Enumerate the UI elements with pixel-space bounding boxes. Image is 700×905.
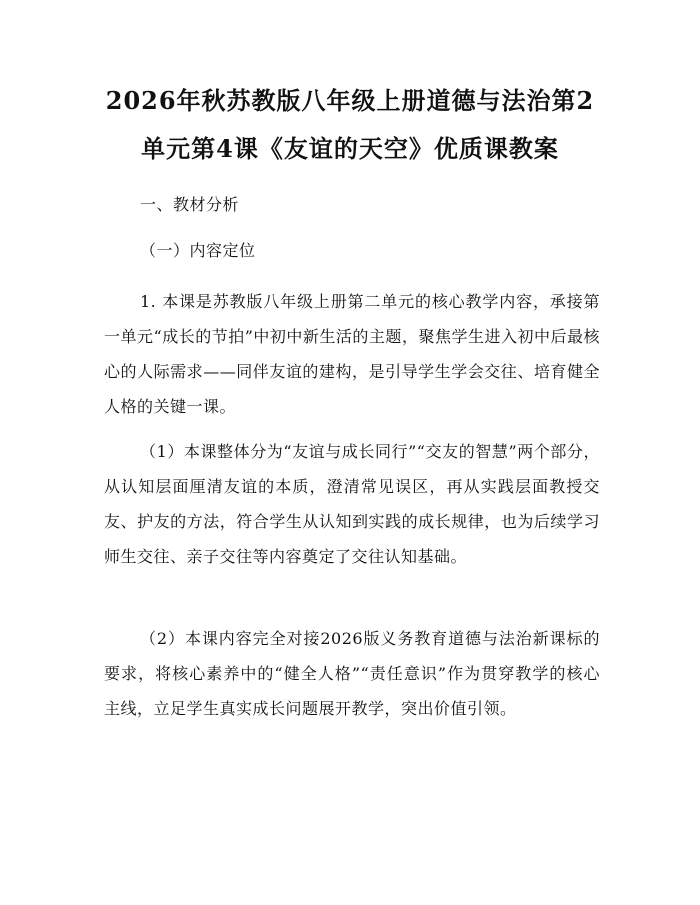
subsection-heading: （一）内容定位 xyxy=(140,241,256,260)
paragraph-2: （1）本课整体分为“友谊与成长同行”“交友的智慧”两个部分，从认知层面厘清友谊的本质，澄清常见误区，再从实践层面教授交友、护友的方法，符合学生从认知到实践的成长规律，也为后续学习师生交往、亲子交往等内容奠定了交往认知基础。 xyxy=(104,442,600,566)
section-heading: 一、教材分析 xyxy=(140,195,240,214)
paragraph-1: 1. 本课是苏教版八年级上册第二单元的核心教学内容，承接第一单元“成长的节拍”中初中新生活的主题，聚焦学生进入初中后最核心的人际需求——同伴友谊的建构，是引导学生学会交往、培育健全人格的关键一课。 xyxy=(104,292,600,416)
document-title-line-2: 单元第4课《友谊的天空》优质课教案 xyxy=(141,134,559,163)
document-title-line-1: 2026年秋苏教版八年级上册道德与法治第2 xyxy=(105,86,595,115)
paragraph-3: （2）本课内容完全对接2026版义务教育道德与法治新课标的要求，将核心素养中的“健全人格”“责任意识”作为贯穿教学的核心主线，立足学生真实成长问题展开教学，突出价值引领。 xyxy=(104,629,600,718)
